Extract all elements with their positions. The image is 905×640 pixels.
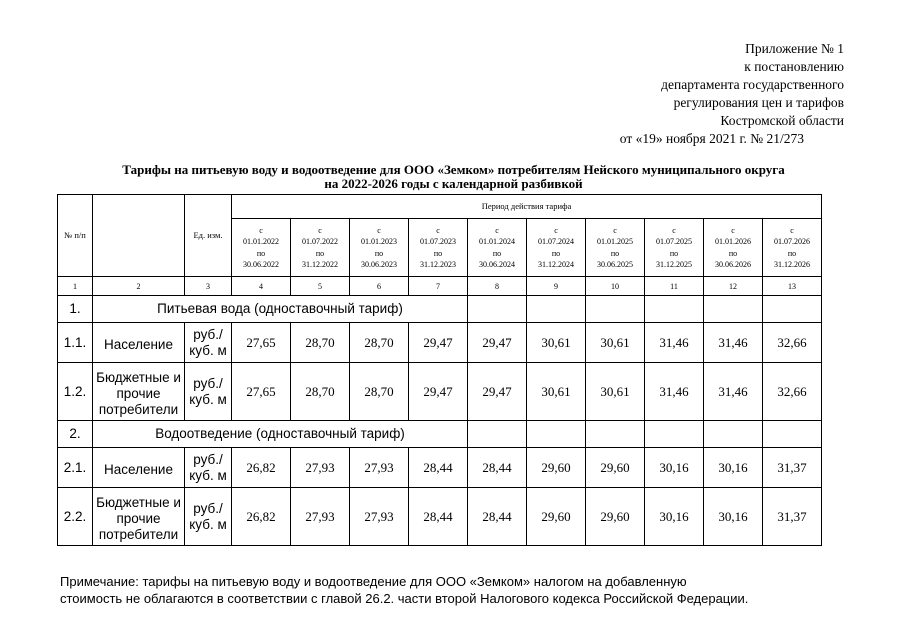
period-header (232, 219, 291, 277)
period-to: 31.12.2022 (302, 260, 338, 269)
unit-line: куб. м (189, 391, 227, 407)
period-to-prefix: по (433, 248, 443, 258)
period-from-prefix: с (554, 225, 558, 235)
footnote-line-2: стоимость не облагаются в соответствии с главой 26.2. части второй Налогового кодекса Российской Федерации. (60, 591, 749, 606)
tariff-value: 30,16 (704, 448, 763, 488)
column-number: 3 (185, 277, 232, 296)
row-number: 2.2. (58, 488, 93, 546)
period-to-prefix: по (551, 248, 561, 258)
column-number: 4 (232, 277, 291, 296)
empty-cell (645, 296, 704, 323)
tariff-value: 28,70 (291, 323, 350, 363)
tariff-value: 31,37 (763, 488, 822, 546)
unit-cell (185, 488, 232, 546)
consumer-line: Бюджетные и (96, 369, 181, 385)
period-header (586, 219, 645, 277)
tariff-value: 31,37 (763, 448, 822, 488)
tariff-value: 29,47 (468, 363, 527, 421)
period-to-prefix: по (256, 248, 266, 258)
tariff-value: 29,60 (527, 488, 586, 546)
empty-cell (586, 421, 645, 448)
unit-line: руб./ (193, 451, 223, 467)
section-number: 1. (58, 296, 93, 323)
period-from-prefix: с (613, 225, 617, 235)
period-to-prefix: по (315, 248, 325, 258)
unit-line: руб./ (193, 500, 223, 516)
tariff-value: 28,70 (291, 363, 350, 421)
period-from: 01.07.2024 (538, 237, 574, 246)
period-header (350, 219, 409, 277)
period-from: 01.01.2023 (361, 237, 397, 246)
empty-cell (763, 296, 822, 323)
section-title: Водоотведение (одноставочный тариф) (93, 421, 468, 448)
unit-cell (185, 323, 232, 363)
appendix-block (620, 40, 844, 148)
consumer-cell (93, 323, 185, 363)
row-number: 2.1. (58, 448, 93, 488)
tariff-value: 27,65 (232, 363, 291, 421)
period-from-prefix: с (731, 225, 735, 235)
tariff-value: 30,61 (527, 323, 586, 363)
period-to: 30.06.2023 (361, 260, 397, 269)
tariff-value: 32,66 (763, 363, 822, 421)
title-line-1: Тарифы на питьевую воду и водоотведение для ООО «Земком» потребителям Нейского муниципального округа (122, 162, 785, 177)
period-from-prefix: с (377, 225, 381, 235)
period-from-prefix: с (672, 225, 676, 235)
consumer-line: потребители (98, 526, 179, 542)
tariff-value: 26,82 (232, 448, 291, 488)
tariff-value: 28,70 (350, 323, 409, 363)
tariff-value: 26,82 (232, 488, 291, 546)
section-number: 2. (58, 421, 93, 448)
consumer-line: прочие (116, 510, 161, 526)
period-from-prefix: с (259, 225, 263, 235)
table-row (58, 323, 822, 363)
period-header (763, 219, 822, 277)
unit-line: руб./ (193, 375, 223, 391)
tariff-value: 27,93 (291, 448, 350, 488)
header-consumer (93, 195, 185, 277)
period-header (468, 219, 527, 277)
tariff-value: 29,60 (586, 488, 645, 546)
period-from: 01.07.2023 (420, 237, 456, 246)
tariff-value: 30,16 (645, 488, 704, 546)
period-header (291, 219, 350, 277)
period-to-prefix: по (787, 248, 797, 258)
period-header (527, 219, 586, 277)
consumer-cell (93, 488, 185, 546)
period-from-prefix: с (790, 225, 794, 235)
tariff-value: 28,44 (468, 488, 527, 546)
tariff-value: 30,61 (586, 323, 645, 363)
document-title (60, 163, 847, 191)
column-number: 11 (645, 277, 704, 296)
period-from: 01.01.2025 (597, 237, 633, 246)
period-to-prefix: по (669, 248, 679, 258)
period-header (409, 219, 468, 277)
tariff-value: 29,47 (409, 363, 468, 421)
consumer-cell (93, 448, 185, 488)
title-line-2: на 2022-2026 годы с календарной разбивкой (324, 176, 583, 191)
column-number: 10 (586, 277, 645, 296)
appendix-line: от «19» ноября 2021 г. № 21/273 (619, 131, 804, 146)
period-to: 30.06.2024 (479, 260, 515, 269)
tariff-value: 31,46 (645, 363, 704, 421)
consumer-line: Бюджетные и (96, 494, 181, 510)
row-number: 1.1. (58, 323, 93, 363)
period-header (704, 219, 763, 277)
period-from: 01.01.2022 (243, 237, 279, 246)
table-row (58, 363, 822, 421)
tariff-value: 29,60 (586, 448, 645, 488)
period-to: 31.12.2025 (656, 260, 692, 269)
period-to-prefix: по (374, 248, 384, 258)
unit-cell (185, 448, 232, 488)
unit-line: руб./ (193, 326, 223, 342)
tariff-value: 31,46 (704, 323, 763, 363)
tariff-value: 30,61 (527, 363, 586, 421)
header-no: № п/п (58, 195, 93, 277)
row-number: 1.2. (58, 363, 93, 421)
column-number: 13 (763, 277, 822, 296)
empty-cell (586, 296, 645, 323)
column-number: 12 (704, 277, 763, 296)
period-to-prefix: по (492, 248, 502, 258)
column-number: 8 (468, 277, 527, 296)
appendix-line: департамента государственного (661, 77, 844, 92)
appendix-line: регулирования цен и тарифов (673, 95, 844, 110)
empty-cell (645, 421, 704, 448)
period-from: 01.01.2024 (479, 237, 515, 246)
period-from-prefix: с (318, 225, 322, 235)
tariff-value: 31,46 (704, 363, 763, 421)
empty-cell (704, 421, 763, 448)
period-to: 31.12.2026 (774, 260, 810, 269)
column-number: 7 (409, 277, 468, 296)
tariff-value: 30,16 (704, 488, 763, 546)
period-from: 01.07.2026 (774, 237, 810, 246)
appendix-line: Приложение № 1 (745, 41, 844, 56)
empty-cell (763, 421, 822, 448)
empty-cell (704, 296, 763, 323)
table-row (58, 448, 822, 488)
consumer-line: потребители (98, 401, 179, 417)
tariff-value: 28,44 (409, 448, 468, 488)
period-from: 01.07.2025 (656, 237, 692, 246)
unit-line: куб. м (189, 342, 227, 358)
empty-cell (468, 421, 527, 448)
footnote (60, 573, 748, 607)
column-number: 2 (93, 277, 185, 296)
column-number: 1 (58, 277, 93, 296)
tariff-value: 31,46 (645, 323, 704, 363)
period-to: 30.06.2025 (597, 260, 633, 269)
tariff-value: 27,93 (291, 488, 350, 546)
unit-line: куб. м (189, 516, 227, 532)
tariff-value: 29,47 (409, 323, 468, 363)
period-from-prefix: с (495, 225, 499, 235)
column-number: 9 (527, 277, 586, 296)
empty-cell (527, 421, 586, 448)
period-from-prefix: с (436, 225, 440, 235)
tariff-value: 30,16 (645, 448, 704, 488)
tariff-value: 28,70 (350, 363, 409, 421)
footnote-line-1: Примечание: тарифы на питьевую воду и водоотведение для ООО «Земком» налогом на добавленную (60, 574, 687, 589)
tariff-value: 30,61 (586, 363, 645, 421)
consumer-line: Население (104, 461, 173, 477)
period-header (645, 219, 704, 277)
tariff-value: 27,65 (232, 323, 291, 363)
empty-cell (468, 296, 527, 323)
column-number: 6 (350, 277, 409, 296)
period-to: 30.06.2022 (243, 260, 279, 269)
unit-cell (185, 363, 232, 421)
tariff-value: 28,44 (409, 488, 468, 546)
header-unit: Ед. изм. (185, 195, 232, 277)
period-to-prefix: по (728, 248, 738, 258)
table-row (58, 488, 822, 546)
period-from: 01.07.2022 (302, 237, 338, 246)
tariff-value: 27,93 (350, 488, 409, 546)
header-period: Период действия тарифа (232, 195, 822, 219)
tariff-value: 32,66 (763, 323, 822, 363)
period-to-prefix: по (610, 248, 620, 258)
column-number: 5 (291, 277, 350, 296)
unit-line: куб. м (189, 467, 227, 483)
appendix-line: Костромской области (720, 113, 844, 128)
tariff-value: 29,47 (468, 323, 527, 363)
period-to: 31.12.2024 (538, 260, 574, 269)
tariff-table (57, 194, 822, 546)
consumer-line: прочие (116, 385, 161, 401)
appendix-line: к постановлению (744, 59, 844, 74)
consumer-cell (93, 363, 185, 421)
tariff-value: 27,93 (350, 448, 409, 488)
consumer-line: Население (104, 336, 173, 352)
period-from: 01.01.2026 (715, 237, 751, 246)
section-title: Питьевая вода (одноставочный тариф) (93, 296, 468, 323)
empty-cell (527, 296, 586, 323)
period-to: 31.12.2023 (420, 260, 456, 269)
tariff-value: 28,44 (468, 448, 527, 488)
period-to: 30.06.2026 (715, 260, 751, 269)
tariff-value: 29,60 (527, 448, 586, 488)
